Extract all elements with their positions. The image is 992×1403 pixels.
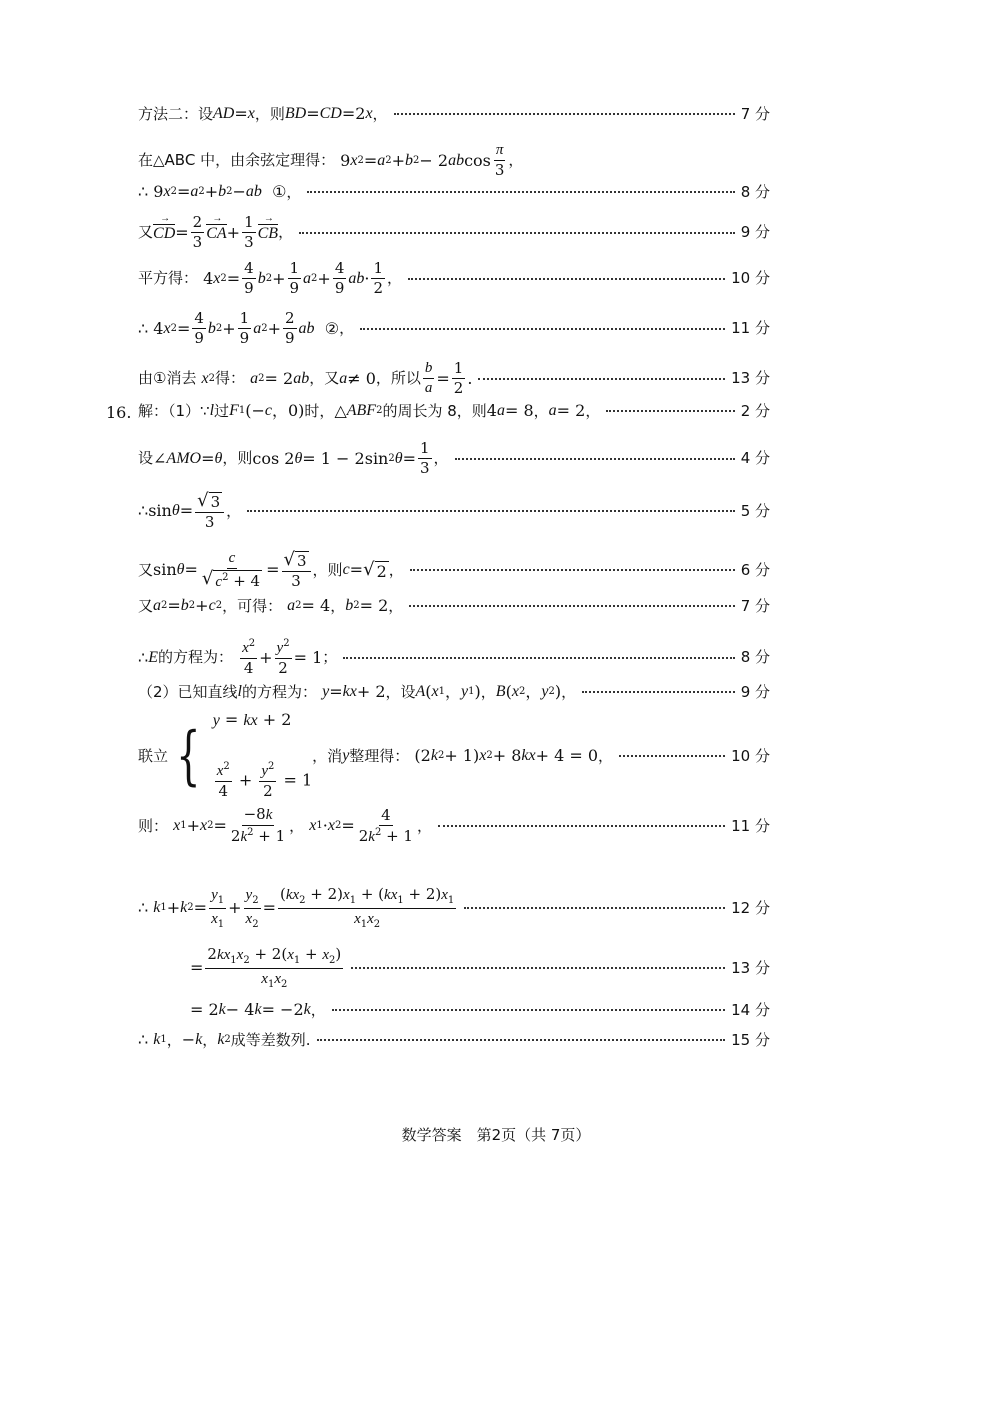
dot-leader xyxy=(438,825,725,827)
line-text: 则： xyxy=(138,816,169,835)
score-label: 8 分 xyxy=(740,182,770,201)
line-text: 解：（1）∵ xyxy=(138,401,210,420)
solution-line: 则： x 1 + x 2 = $\frac{-8k}{2k^2 + 1}$ ， x 1 · x 2 = $\frac{4}{2k^2 + 1}$ ， 11 分 xyxy=(138,805,770,846)
solution-line: 设 ∠ AMO = θ ，则 cos 2 θ = 1 − 2sin 2 θ = $\frac{1}{3}$ ， 4 分 xyxy=(138,439,770,478)
dot-leader xyxy=(317,1039,726,1041)
score-label: 11 分 xyxy=(731,319,770,338)
score-label: 10 分 xyxy=(731,746,770,765)
page-footer: 数学答案 第2页（共 7页） xyxy=(401,1126,591,1144)
dot-leader xyxy=(606,410,734,412)
score-label: 2 分 xyxy=(740,401,770,420)
line-text: 设 xyxy=(138,449,154,468)
dot-leader xyxy=(455,458,735,460)
line-text: 又 xyxy=(138,223,154,242)
solution-line: ∴ E 的方程为： $\frac{x^2}{4}$ + $\frac{y^2}{2}$ = 1 ； 8 分 xyxy=(138,638,770,678)
dot-leader xyxy=(299,232,735,234)
score-label: 9 分 xyxy=(740,682,770,701)
problem-number: 16. xyxy=(106,403,132,422)
line-text: ∴ xyxy=(138,898,149,917)
dot-leader xyxy=(332,1009,725,1011)
score-label: 13 分 xyxy=(731,958,770,977)
dot-leader xyxy=(247,510,735,512)
score-label: 7 分 xyxy=(740,104,770,123)
line-text: 又 xyxy=(138,560,154,579)
dot-leader xyxy=(408,278,725,280)
score-label: 14 分 xyxy=(731,1000,770,1019)
score-label: 4 分 xyxy=(740,449,770,468)
dot-leader xyxy=(360,328,725,330)
dot-leader xyxy=(343,657,734,659)
solution-line: 平方得： 4 x 2 = $\frac{4}{9}$ b 2 + $\frac{1}{9}$ a 2 + $\frac{4}{9}$ ab · $\frac{1}{2}$ ， 10 分 xyxy=(138,259,770,298)
line-text: ∴ xyxy=(138,1030,149,1049)
dot-leader xyxy=(351,967,725,969)
line-text: 方法二：设 xyxy=(138,104,214,123)
line-text: 又 xyxy=(138,596,154,615)
dot-leader xyxy=(478,378,725,380)
solution-line: 又 sin θ = c √ $c^2 + 4$ = √ 3 3 ，则 c = √ 2 ， 6 分 xyxy=(138,549,770,591)
solution-line: 在△ABC 中，由余弦定理得： 9 x 2 = a 2 + b 2 − 2 ab cos $\frac{\pi}{3}$ ， xyxy=(138,142,524,180)
score-label: 7 分 xyxy=(740,596,770,615)
dot-leader xyxy=(409,605,734,607)
score-label: 15 分 xyxy=(731,1030,770,1049)
score-label: 8 分 xyxy=(740,648,770,667)
dot-leader xyxy=(464,907,725,909)
solution-line: = 2 k − 4 k = −2 k ， 14 分 xyxy=(190,1000,770,1019)
score-label: 11 分 xyxy=(731,816,770,835)
solution-line: ∴ 4 x 2 = $\frac{4}{9}$ b 2 + $\frac{1}{9}$ a 2 + $\frac{2}{9}$ ab ② ， 11 分 xyxy=(138,309,770,348)
line-text: 由①消去 xyxy=(138,369,197,388)
score-label: 6 分 xyxy=(740,560,770,579)
line-text: ∴ xyxy=(138,647,149,667)
dot-leader xyxy=(410,569,735,571)
score-label: 9 分 xyxy=(740,223,770,242)
score-label: 13 分 xyxy=(731,369,770,388)
line-text: 在△ABC 中，由余弦定理得： xyxy=(138,151,336,170)
solution-line: ∴ sin θ = √ 3 3 ， 5 分 xyxy=(138,490,770,531)
line-text: = xyxy=(190,1000,204,1019)
line-text: 平方得： xyxy=(138,269,199,288)
score-label: 5 分 xyxy=(740,501,770,520)
line-text: （2）已知直线 xyxy=(138,682,238,701)
solution-line: 由①消去 x 2 得： a 2 = 2 ab ，又 a ≠ 0 ，所以 $\frac{b}{a}$ = $\frac{1}{2}$ . 13 分 xyxy=(138,359,770,398)
dot-leader xyxy=(619,755,725,757)
line-text: ∴ xyxy=(138,318,149,338)
solution-line: 又 → CD = $\frac{2}{3}$ → CA + $\frac{1}{3}$ → CB ， 9 分 xyxy=(138,214,770,252)
solution-line: 联立 { y = kx + 2 $\frac{x^2}{4}$ + $\frac{y^2}{2}$ = 1 ，消 y 整理得： (2 k 2 + 1) x 2 + 8 kx + 4 = 0 ， 10 分 xyxy=(138,710,770,800)
dot-leader xyxy=(394,113,735,115)
score-label: 12 分 xyxy=(731,898,770,917)
solution-line: = $\frac{2kx_1x_2 + 2(x_1 + x_2)}{x_1x_2}$ 13 分 xyxy=(190,945,770,990)
solution-line: ∴ k 1 ， − k ， k 2 成等差数列. 15 分 xyxy=(138,1030,770,1049)
solution-line: （2）已知直线 l 的方程为： y = kx + 2 ，设 A ( x 1 ， y 1 ) ， B ( x 2 ， y 2 ) ， 9 分 xyxy=(138,682,770,701)
line-text: ∴ xyxy=(138,182,149,201)
solution-line: 方法二：设 AD = x ，则 BD = CD =2 x ， 7 分 xyxy=(138,104,770,123)
line-text: 联立 xyxy=(138,746,169,765)
solution-line: ∴ 9 x 2 = a 2 + b 2 − ab ① ， 8 分 xyxy=(138,182,770,201)
dot-leader xyxy=(307,191,734,193)
dot-leader xyxy=(582,691,735,693)
solution-line: 解：（1）∵ l 过 F 1 (− c ，0) 时， △ ABF 2 的周长为 8，则 4 a = 8 ， a = 2 ， 2 分 xyxy=(138,401,770,420)
line-text: = xyxy=(190,958,204,977)
score-label: 10 分 xyxy=(731,269,770,288)
line-text: ∴ xyxy=(138,501,149,521)
solution-line: ∴ k 1 + k 2 = $\frac{y_1}{x_1}$ + $\frac{y_2}{x_2}$ = $\frac{(kx_2 + 2)x_1 + (kx_1 + 2)x_1}{x_1x_2}$ 12 分 xyxy=(138,885,770,930)
solution-line: 又 a 2 = b 2 + c 2 ，可得： a 2 = 4 ， b 2 = 2 ， 7 分 xyxy=(138,596,770,615)
